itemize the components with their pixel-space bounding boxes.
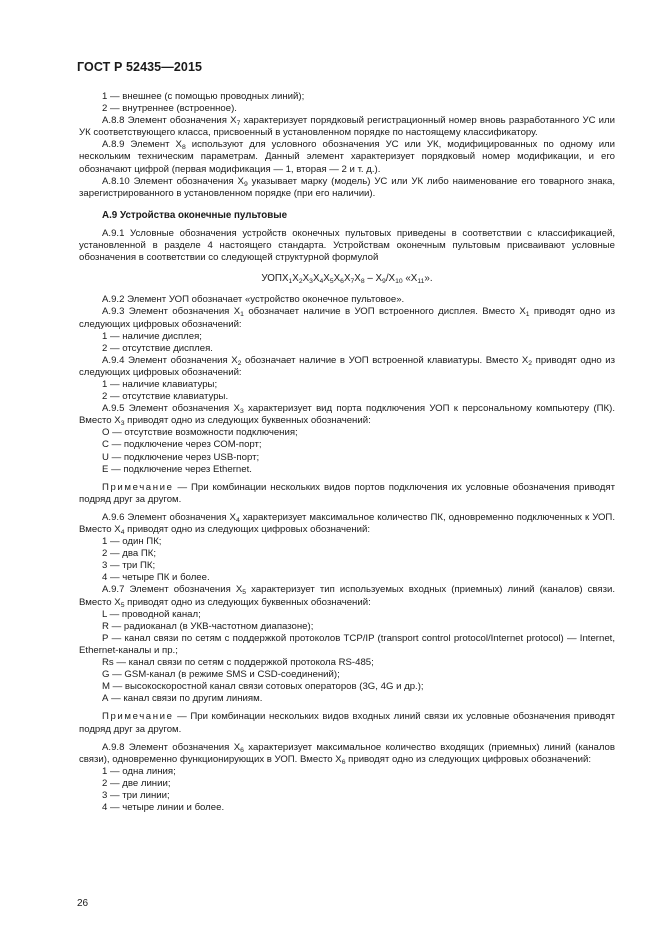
page-number: 26 (77, 898, 89, 909)
paragraph: А.9.1 Условные обозначения устройств оконечных пультовых приведены в соответствии с классификацией, установленной в разделе 4 настоящего стандарта. Устройствам оконечным пультовым присваивают условные обозначения в соответствии со следующей структурной формулой (79, 227, 615, 264)
list-item: О — отсутствие возможности подключения; (102, 427, 298, 439)
list-item: 1 — наличие дисплея; (102, 330, 202, 342)
list-item: Е — подключение через Ethernet. (102, 463, 252, 475)
paragraph: А.9.2 Элемент УОП обозначает «устройство оконечное пультовое». (102, 294, 405, 306)
paragraph: А.9.6 Элемент обозначения $Х_4$ характеризует максимальное количество ПК, одновременно подключенных к УОП. Вместо $Х_4$ приводят одно из следующих цифровых обозначений: (79, 511, 615, 536)
section-heading: А.9 Устройства оконечные пультовые (102, 209, 288, 221)
list-item: 2 — два ПК; (102, 548, 156, 560)
paragraph: А.8.9 Элемент $Х_8$ используют для условного обозначения УС или УК, модифицированных по одному или нескольким техническим параметрам. Данный элемент характеризует порядковый номер модификации, и его обозначают цифрой (первая модификация — 1, вторая — 2 и т. д.). (79, 139, 616, 175)
list-item: М — высокоскоростной канал связи сотовых операторов (3G, 4G и др.); (102, 681, 424, 693)
paragraph: А.9.4 Элемент обозначения $Х_2$ обозначает наличие в УОП встроенной клавиатуры. Вместо $Х_2$ приводят одно из следующих цифровых обозначений: (79, 354, 616, 378)
list-item: 1 — наличие клавиатуры; (102, 378, 218, 390)
page-header-title: ГОСТ Р 52435—2015 (77, 60, 203, 74)
note-label: Примечание (102, 711, 174, 723)
list-item: 3 — три линии; (102, 789, 170, 801)
note-paragraph (79, 711, 615, 735)
paragraph: А.8.10 Элемент обозначения $Х_9$ указывает марку (модель) УС или УК либо наименование его товарного знака, зарегистрированного в установленном порядке (при его наличии). (79, 175, 615, 199)
paragraph: А.9.7 Элемент обозначения $Х_5$ характеризует тип используемых входных (приемных) линий (каналов) связи. Вместо $Х_5$ приводят одно из следующих буквенных обозначений: (79, 584, 615, 609)
list-item: С — подключение через СОМ-порт; (102, 439, 262, 451)
list-item: 2 — две линии; (102, 777, 171, 789)
paragraph: А.9.8 Элемент обозначения $Х_6$ характеризует максимальное количество входящих (приемных) линий (каналов связи), одновременно функционирующих в УОП. Вместо $Х_6$ приводят одно из следующих цифровых обозначений: (79, 741, 615, 766)
list-item: 2 — внутреннее (встроенное). (102, 103, 237, 115)
list-item: 1 — одна линия; (102, 765, 176, 777)
note-label: Примечание (102, 481, 174, 493)
list-item: А — канал связи по другим линиям. (102, 693, 263, 705)
paragraph: А.9.5 Элемент обозначения $Х_3$ характеризует вид порта подключения УОП к персональному компьютеру (ПК). Вместо $Х_3$ приводят одно из следующих буквенных обозначений: (79, 403, 616, 428)
list-item: U — подключение через USB-порт; (102, 451, 260, 463)
list-item: R — радиоканал (в УКВ-частотном диапазоне); (102, 620, 314, 632)
structural-formula: $УОПХ_1Х_2Х_3Х_4Х_5Х_6Х_7Х_8 - Х_9/Х_{10}$ «$Х_{11}$». (261, 273, 433, 286)
paragraph: А.8.8 Элемент обозначения $Х_7$ характеризует порядковый регистрационный номер вновь разработанного УС или УК соответствующего класса, присвоенный в установленном порядке по настоящему классификатору. (79, 115, 615, 139)
list-item: 2 — отсутствие дисплея. (102, 342, 213, 354)
note-paragraph (79, 482, 615, 506)
list-item: G — GSM-канал (в режиме SMS и CSD-соединений); (102, 669, 340, 681)
note-text: — При комбинации нескольких видов входных линий связи их условные обозначения приводят подряд друг за другом. (79, 711, 615, 735)
list-item: 3 — три ПК; (102, 560, 156, 572)
list-item: 1 — один ПК; (102, 536, 162, 548)
list-item: 2 — отсутствие клавиатуры. (102, 391, 229, 403)
list-item: 4 — четыре линии и более. (102, 802, 225, 814)
note-text: — При комбинации нескольких видов портов подключения их условные обозначения приводят подряд друг за другом. (79, 481, 615, 505)
document-body (79, 91, 615, 814)
list-item: 1 — внешнее (с помощью проводных линий); (102, 91, 305, 102)
list-item: 4 — четыре ПК и более. (102, 572, 210, 584)
paragraph: Р — канал связи по сетям с поддержкой протоколов TCP/IP (transport control protocol/Internet protocol) — Internet, Ethernet-каналы и пр.; (79, 632, 615, 656)
list-item: Rs — канал связи по сетям с поддержкой протокола RS-485; (102, 657, 374, 669)
list-item: L — проводной канал; (102, 608, 201, 620)
paragraph: А.9.3 Элемент обозначения $Х_1$ обозначает наличие в УОП встроенного дисплея. Вместо $Х_1$ приводят одно из следующих цифровых обозначений: (79, 306, 615, 330)
